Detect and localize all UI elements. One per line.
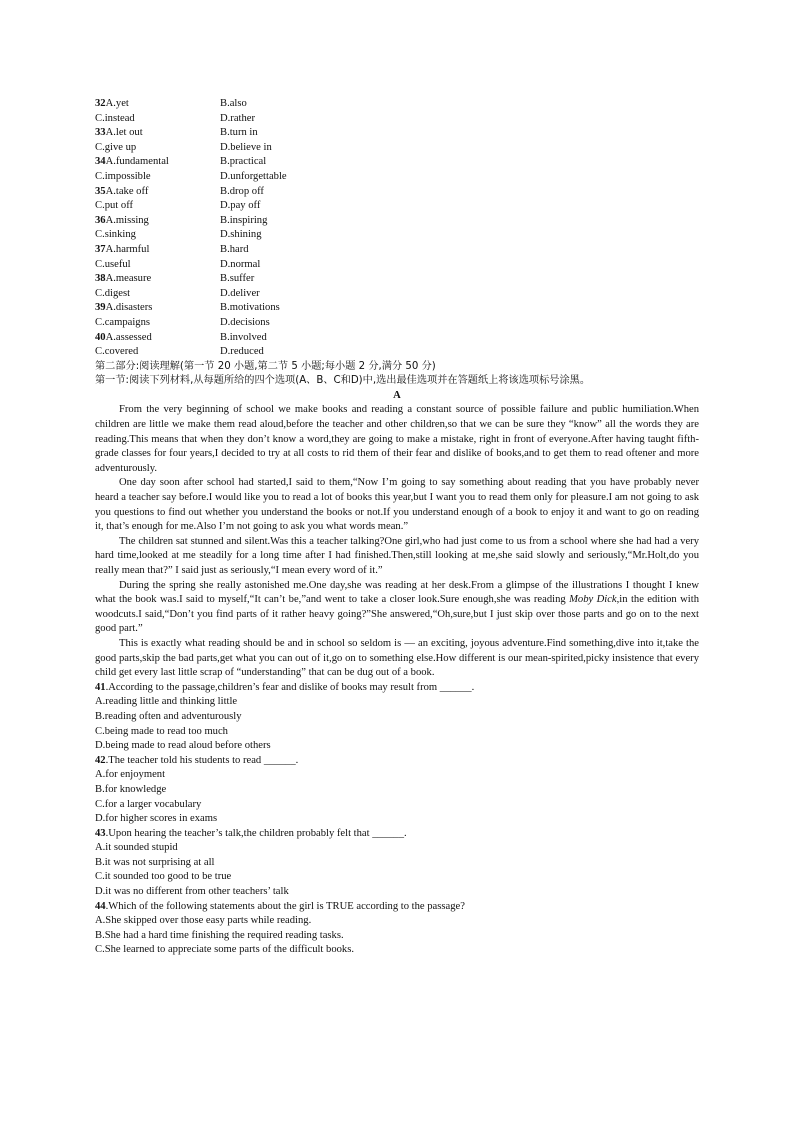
option-c: C.impossible (95, 170, 151, 182)
answer-option: A.for enjoyment (95, 769, 166, 781)
passage-paragraph-3: The children sat stunned and silent.Was this a teacher talking?One girl,who had just come to us from a school where she had had a very hard time,looked at me steadily for a long time after I had finished.Then,still looking at me,she said slowly and seriously,“Mr.Holt,do you really mean that?” I said just as seriously,“I mean every word of it.” (95, 535, 699, 576)
option-b: B.motivations (220, 302, 280, 314)
option-c: C.useful (95, 258, 131, 270)
section2-heading: 第二部分:阅读理解(第一节 20 小题,第二节 5 小题;每小题 2 分,满分 50 分) (95, 360, 436, 372)
option-row (95, 126, 699, 141)
option-a: A.disasters (105, 302, 153, 314)
question-number: 37 (95, 243, 106, 255)
option-c: C.digest (95, 287, 131, 299)
question-stem (95, 900, 699, 915)
option-a-cell (95, 155, 220, 170)
option-d: D.unforgettable (220, 170, 287, 182)
option-row (95, 316, 699, 331)
option-c: C.instead (95, 112, 135, 124)
answer-option: C.She learned to appreciate some parts of the difficult books. (95, 944, 354, 956)
question-number: 44 (95, 900, 106, 912)
option-a: A.harmful (105, 243, 150, 255)
answer-option: B.She had a hard time finishing the required reading tasks. (95, 929, 344, 941)
question-number: 38 (95, 273, 106, 285)
option-row (95, 287, 699, 302)
option-a-cell (95, 243, 220, 258)
answer-option: D.being made to read aloud before others (95, 740, 271, 752)
question-text: .According to the passage,children’s fear and dislike of books may result from ______. (105, 681, 475, 693)
answer-option: B.for knowledge (95, 783, 167, 795)
option-row (95, 185, 699, 200)
option-a: A.yet (105, 98, 129, 109)
option-row (95, 97, 699, 112)
option-c: C.campaigns (95, 316, 151, 328)
option-b: B.suffer (220, 273, 255, 285)
passage-paragraph-2: One day soon after school had started,I said to them,“Now I’m going to say something about reading that you have probably never heard a teacher say before.I would like you to read a lot of books this year,but I want you to read them only for pleasure.I am not going to ask you questions to find out whether you understand the books or not.If you understand enough of a book to enjoy it and want to go on reading it, that’s enough for me.Also I’m not going to ask you what words mean.” (95, 477, 699, 533)
option-a-cell (95, 331, 220, 346)
answer-option: A.reading little and thinking little (95, 696, 238, 708)
option-d: D.reduced (220, 346, 264, 358)
question-number: 36 (95, 214, 106, 226)
option-row (95, 141, 699, 156)
option-b: B.turn in (220, 127, 258, 139)
answer-option: C.it sounded too good to be true (95, 871, 232, 883)
exam-page (95, 97, 699, 958)
option-row (95, 199, 699, 214)
questions-block (95, 681, 699, 958)
cloze-options-block (95, 97, 699, 360)
option-b: B.also (220, 98, 247, 109)
option-b: B.practical (220, 156, 267, 168)
passage-paragraph-4 (95, 579, 699, 637)
option-row (95, 112, 699, 127)
passage-paragraph-5: This is exactly what reading should be and in school so seldom is — an exciting, joyous adventure.Find something,dive into it,take the good parts,skip the bad parts,get what you can out of it,go on to something else.How different is our mean-spirited,picky insistence that every child get every last little scrap of “understanding” that can be dug out of a book. (95, 637, 699, 679)
question-stem (95, 681, 699, 696)
question-number: 42 (95, 754, 106, 766)
option-row (95, 272, 699, 287)
paragraph-4-part-b: ,in the edition with woodcuts.I said,“Don’t you find parts of it rather heavy going?”She answered,“Oh,sure,but I just skip over those parts and go on to the next good part.” (95, 594, 699, 635)
answer-option: C.being made to read too much (95, 725, 228, 737)
option-row (95, 228, 699, 243)
option-d: D.normal (220, 258, 261, 270)
question-number: 39 (95, 302, 106, 314)
option-a: A.assessed (105, 331, 152, 343)
answer-option: D.it was no different from other teachers’ talk (95, 886, 289, 898)
option-a: A.measure (105, 273, 152, 285)
answer-option: B.reading often and adventurously (95, 710, 242, 722)
option-a: A.fundamental (105, 156, 169, 168)
option-c: C.covered (95, 346, 139, 358)
question-number: 41 (95, 681, 106, 693)
option-d: D.deliver (220, 287, 260, 299)
question-number: 43 (95, 827, 106, 839)
answer-option: D.for higher scores in exams (95, 813, 218, 825)
option-a-cell (95, 126, 220, 141)
question-text: .Upon hearing the teacher’s talk,the children probably felt that ______. (105, 827, 407, 839)
option-a-cell (95, 185, 220, 200)
passage-paragraph-1: From the very beginning of school we make books and reading a constant source of possible failure and public humiliation.When children are little we make them read aloud,before the teacher and other children,so that we can be sure they “know” all the words they are reading.This means that when they don’t know a word,they are going to make a mistake, right in front of everyone.After having taught fifth-grade classes for four years,I decided to try at all costs to rid them of their fear and dislike of books,and to get them to read oftener and more adventurously. (95, 404, 699, 474)
option-b: B.hard (220, 243, 249, 255)
question-stem (95, 827, 699, 842)
option-a-cell (95, 214, 220, 229)
option-a-cell (95, 97, 220, 112)
question-text: .Which of the following statements about the girl is TRUE according to the passage? (105, 900, 465, 912)
option-row (95, 155, 699, 170)
passage-label: A (393, 389, 401, 401)
section2-instruction: 第一节:阅读下列材料,从每题所给的四个选项(A、B、C和D)中,选出最佳选项并在答题纸上将该选项标号涂黑。 (95, 375, 591, 387)
option-a: A.missing (105, 214, 149, 226)
option-row (95, 258, 699, 273)
option-row (95, 301, 699, 316)
question-number: 33 (95, 127, 106, 139)
option-b: B.inspiring (220, 214, 268, 226)
answer-option: A.it sounded stupid (95, 842, 178, 854)
answer-option: A.She skipped over those easy parts while reading. (95, 915, 312, 927)
option-b: B.drop off (220, 185, 264, 197)
option-row (95, 214, 699, 229)
option-a-cell (95, 272, 220, 287)
question-number: 35 (95, 185, 106, 197)
answer-option: C.for a larger vocabulary (95, 798, 202, 810)
option-a: A.take off (105, 185, 149, 197)
question-text: .The teacher told his students to read ______. (105, 754, 299, 766)
option-row (95, 243, 699, 258)
question-number: 40 (95, 331, 106, 343)
option-d: D.believe in (220, 141, 272, 153)
paragraph-4-part-a: During the spring she really astonished me.One day,she was reading at her desk.From a glimpse of the illustrations I thought I knew what the book was.I said to myself,“It can’t be,”and went to take a closer look.Sure enough,she was reading (95, 579, 699, 606)
option-d: D.rather (220, 112, 255, 124)
option-c: C.sinking (95, 229, 136, 241)
question-number: 34 (95, 156, 106, 168)
option-row (95, 331, 699, 346)
option-d: D.shining (220, 229, 262, 241)
option-a-cell (95, 301, 220, 316)
option-d: D.decisions (220, 316, 270, 328)
option-a: A.let out (105, 127, 143, 139)
option-b: B.involved (220, 331, 267, 343)
option-row (95, 170, 699, 185)
question-number: 32 (95, 98, 106, 109)
option-d: D.pay off (220, 200, 261, 212)
option-c: C.put off (95, 200, 134, 212)
book-title: Moby Dick (569, 594, 617, 606)
option-c: C.give up (95, 141, 137, 153)
question-stem (95, 754, 699, 769)
answer-option: B.it was not surprising at all (95, 856, 215, 868)
option-row (95, 345, 699, 360)
